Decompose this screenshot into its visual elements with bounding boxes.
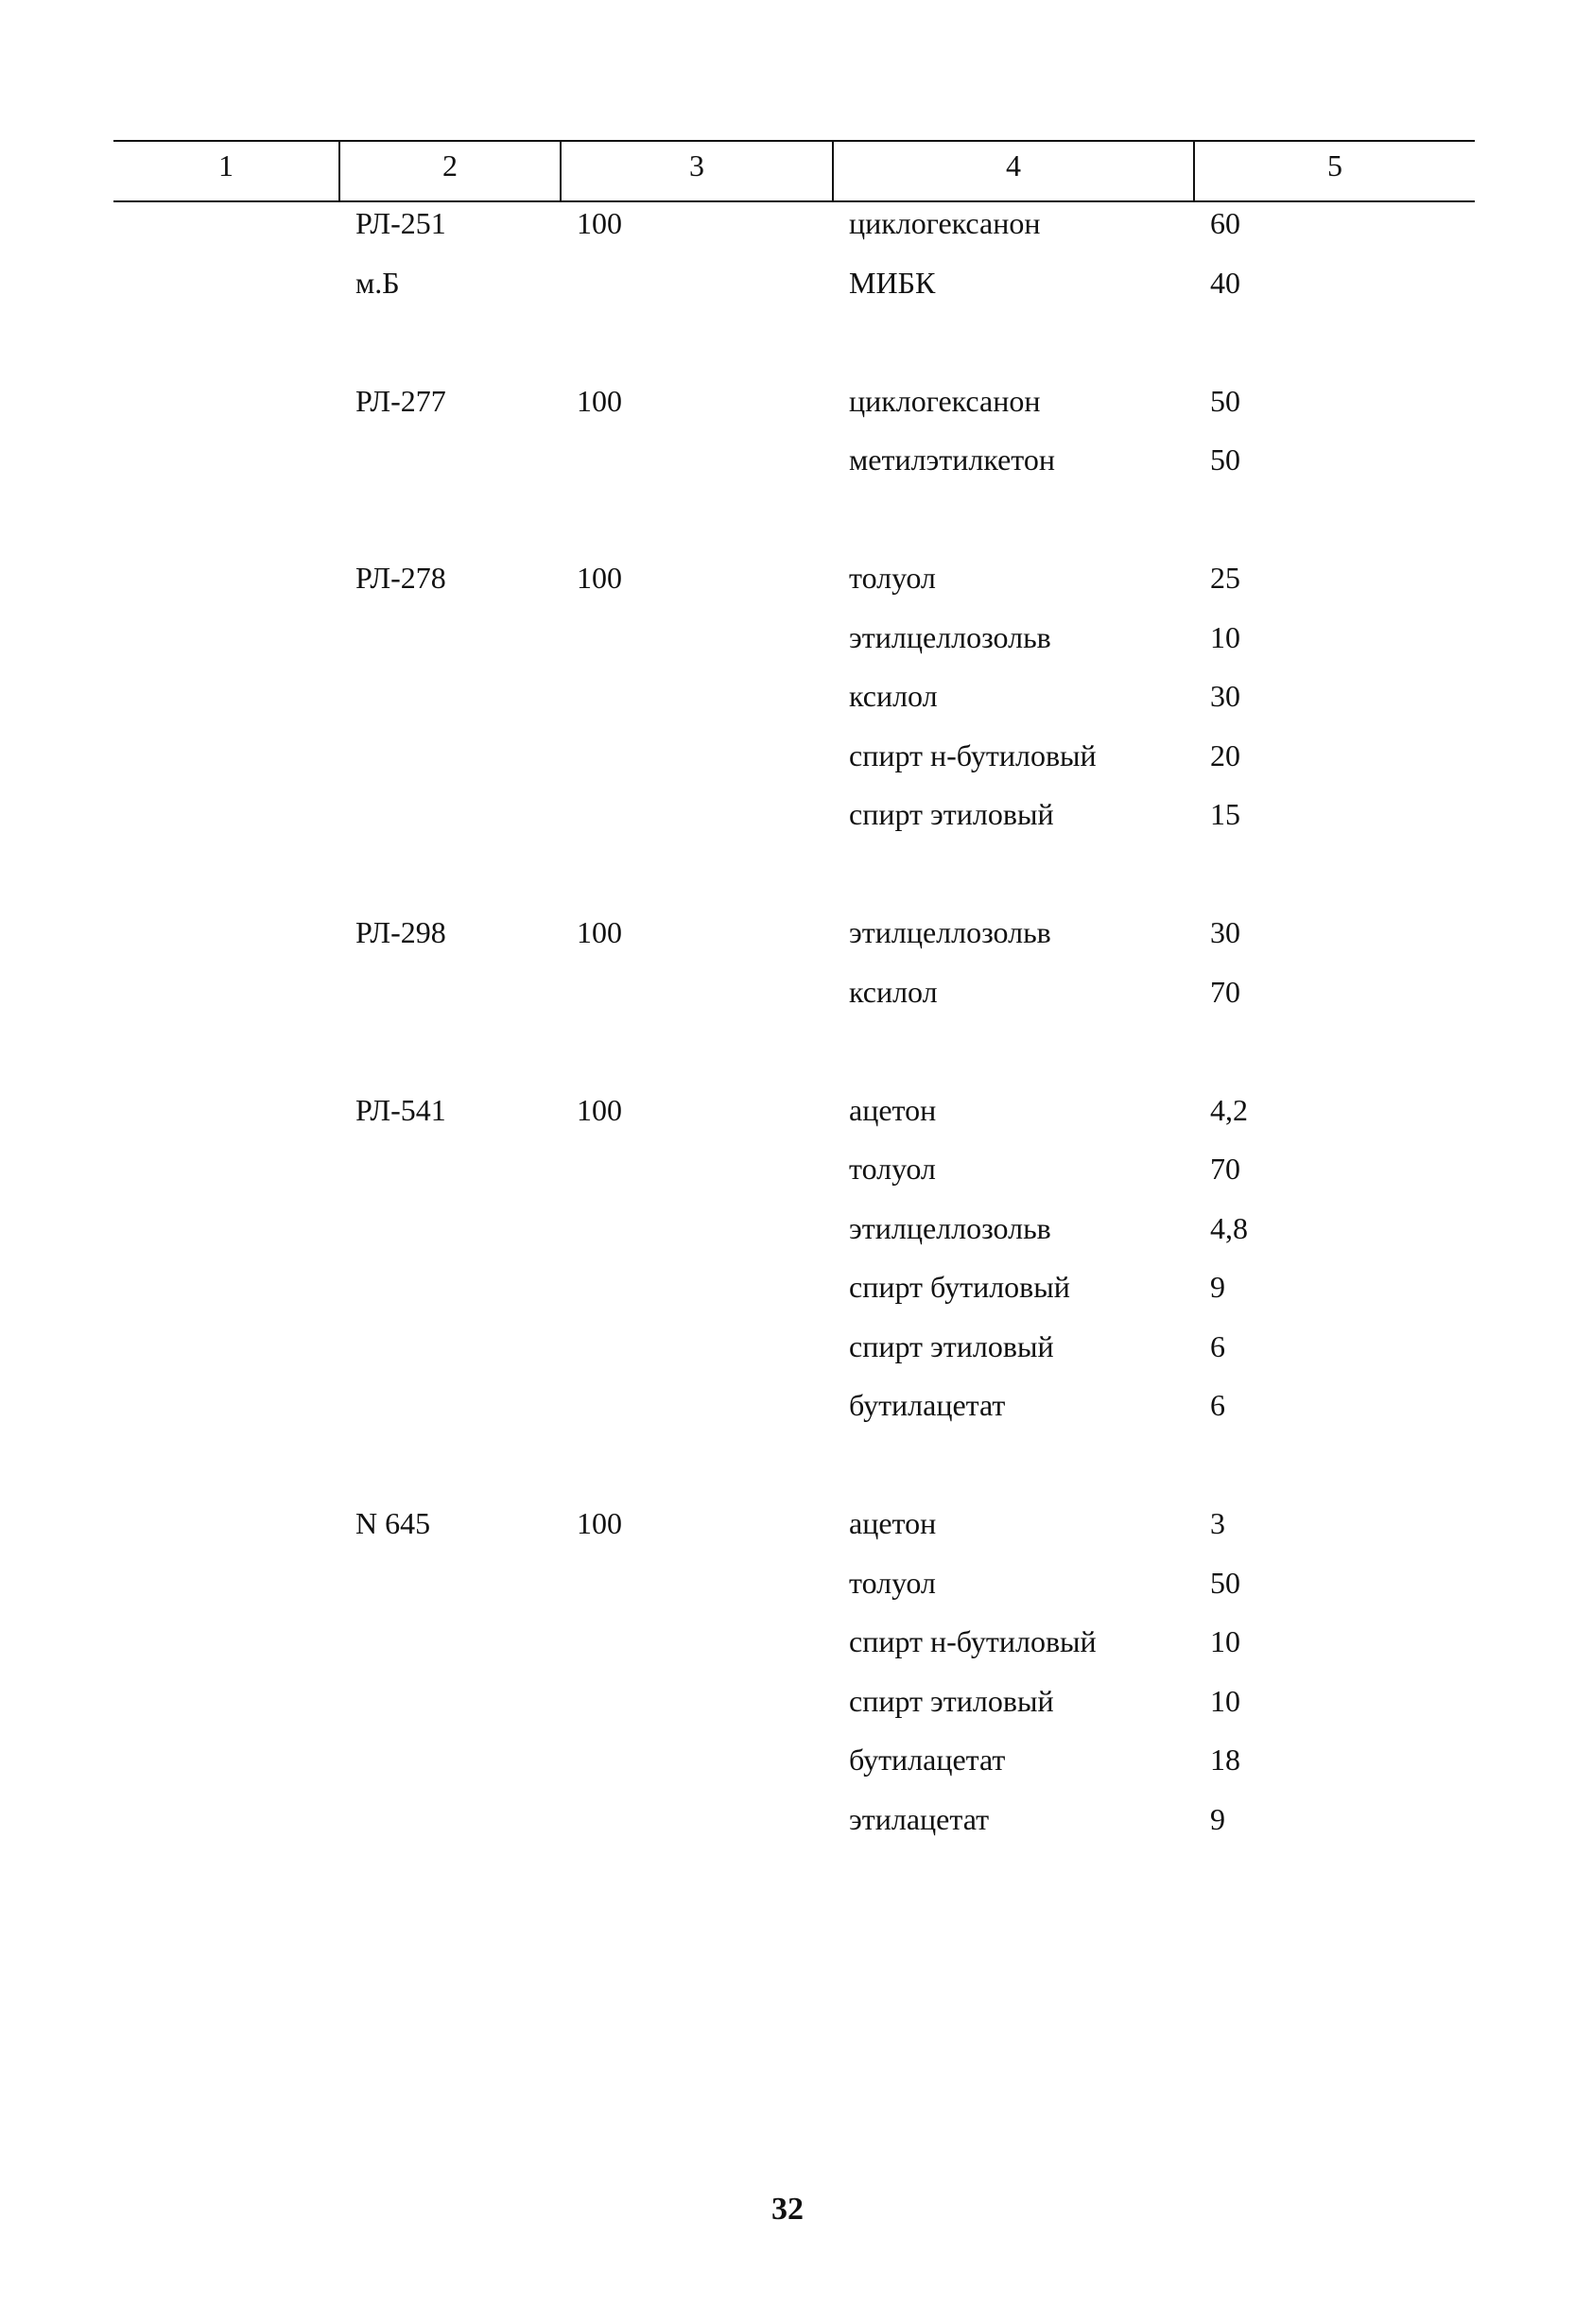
page-number: 32 [771, 2192, 804, 2227]
brand-cell: м.Б [355, 265, 400, 300]
component-name-cell: бутилацетат [849, 1388, 1006, 1422]
component-share-cell: 50 [1210, 442, 1240, 477]
component-share-cell: 9 [1210, 1801, 1225, 1836]
component-share-cell: 6 [1210, 1328, 1225, 1363]
component-share-cell: 50 [1210, 1565, 1240, 1600]
component-name-cell: спирт н-бутиловый [849, 1624, 1097, 1658]
component-name-cell: толуол [849, 1152, 936, 1186]
total-cell: 100 [577, 915, 622, 949]
component-share-cell: 70 [1210, 1152, 1240, 1186]
brand-cell: N 645 [355, 1506, 431, 1540]
component-name-cell: МИБК [849, 265, 936, 300]
brand-cell: РЛ-277 [355, 383, 446, 418]
component-share-cell: 9 [1210, 1270, 1225, 1304]
header-col-2: 2 [442, 148, 458, 182]
component-share-cell: 70 [1210, 974, 1240, 1009]
total-cell: 100 [577, 1092, 622, 1127]
component-name-cell: ксилол [849, 679, 938, 713]
component-name-cell: спирт н-бутиловый [849, 737, 1097, 772]
component-name-cell: спирт бутиловый [849, 1270, 1070, 1304]
component-share-cell: 18 [1210, 1743, 1240, 1777]
total-cell: 100 [577, 383, 622, 418]
component-name-cell: метилэтилкетон [849, 442, 1055, 477]
component-share-cell: 15 [1210, 797, 1240, 831]
brand-cell: РЛ-541 [355, 1092, 446, 1127]
component-name-cell: циклогексанон [849, 206, 1041, 240]
header-bottom-rule [113, 200, 1475, 202]
component-share-cell: 50 [1210, 383, 1240, 418]
component-share-cell: 10 [1210, 1683, 1240, 1718]
component-share-cell: 20 [1210, 737, 1240, 772]
component-name-cell: циклогексанон [849, 383, 1041, 418]
brand-cell: РЛ-251 [355, 206, 446, 240]
component-share-cell: 6 [1210, 1388, 1225, 1422]
component-name-cell: спирт этиловый [849, 797, 1054, 831]
component-share-cell: 10 [1210, 619, 1240, 654]
component-share-cell: 25 [1210, 561, 1240, 595]
component-share-cell: 10 [1210, 1624, 1240, 1658]
component-share-cell: 60 [1210, 206, 1240, 240]
total-cell: 100 [577, 561, 622, 595]
component-name-cell: ацетон [849, 1092, 937, 1127]
header-col-5: 5 [1327, 148, 1342, 182]
total-cell: 100 [577, 1506, 622, 1540]
component-name-cell: спирт этиловый [849, 1683, 1054, 1718]
header-col-3: 3 [689, 148, 704, 182]
component-name-cell: этилцеллозольв [849, 619, 1051, 654]
brand-cell: РЛ-298 [355, 915, 446, 949]
brand-cell: РЛ-278 [355, 561, 446, 595]
component-name-cell: этилцеллозольв [849, 915, 1051, 949]
component-share-cell: 4,2 [1210, 1092, 1248, 1127]
component-name-cell: этилацетат [849, 1801, 990, 1836]
component-name-cell: толуол [849, 1565, 936, 1600]
component-share-cell: 30 [1210, 915, 1240, 949]
component-share-cell: 30 [1210, 679, 1240, 713]
component-name-cell: ацетон [849, 1506, 937, 1540]
component-share-cell: 40 [1210, 265, 1240, 300]
component-name-cell: ксилол [849, 974, 938, 1009]
total-cell: 100 [577, 206, 622, 240]
component-name-cell: спирт этиловый [849, 1328, 1054, 1363]
component-share-cell: 3 [1210, 1506, 1225, 1540]
header-col-4: 4 [1006, 148, 1021, 182]
header-col-1: 1 [218, 148, 234, 182]
component-share-cell: 4,8 [1210, 1210, 1248, 1245]
component-name-cell: толуол [849, 561, 936, 595]
component-name-cell: бутилацетат [849, 1743, 1006, 1777]
component-name-cell: этилцеллозольв [849, 1210, 1051, 1245]
